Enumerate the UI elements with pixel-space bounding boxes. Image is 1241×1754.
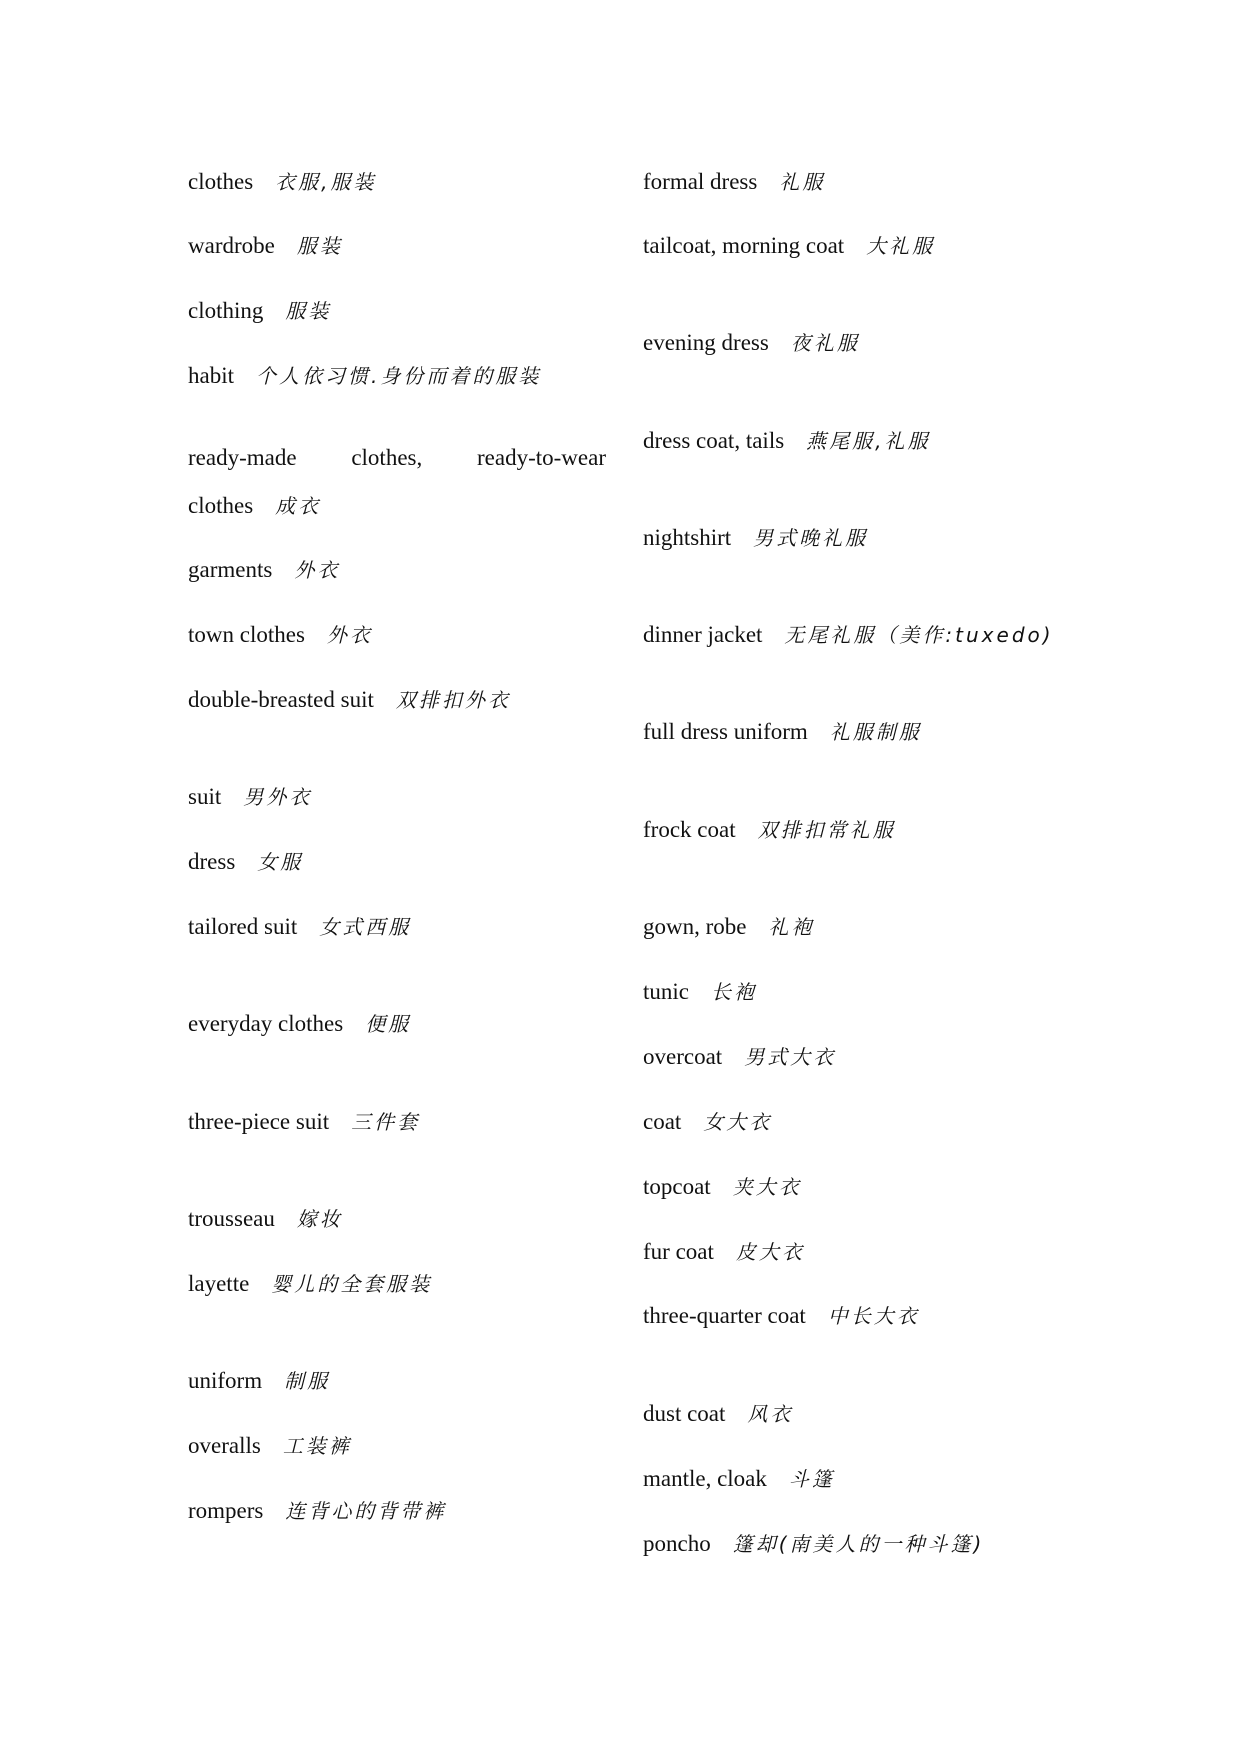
english-term: wardrobe [188,233,275,258]
vocab-entry [643,1163,802,1211]
wrapped-line [188,434,606,482]
english-term-part: clothes, [351,445,423,470]
vocab-entry [188,611,373,659]
chinese-translation: 皮大衣 [735,1240,805,1264]
chinese-translation: 男式晚礼服 [753,526,869,550]
vocab-entry [188,1357,330,1405]
vocab-entry [188,222,343,270]
chinese-translation: 双排扣外衣 [395,688,511,712]
chinese-translation: 夜礼服 [790,331,860,355]
english-term: tailcoat, morning coat [643,233,845,258]
english-term-part: ready-made [188,445,297,470]
vocab-entry [643,1292,920,1340]
chinese-translation: 个人依习惯.身份而着的服装 [256,364,542,388]
english-term: everyday clothes [188,1011,344,1036]
chinese-translation: 无尾礼服（美作:tuxedo) [784,623,1054,647]
chinese-translation: 礼服制服 [829,720,922,744]
chinese-translation: 中长大衣 [827,1304,920,1328]
vocab-entry [643,1455,835,1503]
english-term: gown, robe [643,914,747,939]
chinese-translation: 女式西服 [319,915,412,939]
vocab-entry [643,1390,793,1438]
english-term: layette [188,1271,250,1296]
chinese-translation: 长袍 [711,980,757,1004]
chinese-translation: 大礼服 [866,234,936,258]
english-term: nightshirt [643,525,732,550]
chinese-translation: 工装裤 [282,1434,352,1458]
english-term: frock coat [643,817,736,842]
vocab-entry [188,903,411,951]
english-term: topcoat [643,1174,711,1199]
chinese-translation: 便服 [365,1012,412,1036]
english-term: three-piece suit [188,1109,330,1134]
english-term: dress [188,849,236,874]
vocab-entry [188,1487,446,1535]
english-term: overcoat [643,1044,723,1069]
vocab-entry [188,676,511,724]
english-term: coat [643,1109,682,1134]
vocab-entry [643,1520,984,1568]
chinese-translation: 女服 [257,850,304,874]
english-term: mantle, cloak [643,1466,767,1491]
wrapped-line [188,482,606,530]
vocab-entry [188,838,303,886]
english-term: clothes [188,169,254,194]
vocab-entry [188,158,377,206]
chinese-translation: 礼服 [779,170,826,194]
english-term: overalls [188,1433,261,1458]
chinese-translation: 服装 [285,299,332,323]
chinese-translation: 女大衣 [703,1110,773,1134]
chinese-translation: 风衣 [747,1402,794,1426]
vocab-entry [643,806,896,854]
vocab-entry [188,1422,352,1470]
chinese-translation: 男外衣 [243,785,313,809]
vocab-entry [188,1098,420,1146]
english-term: full dress uniform [643,719,808,744]
chinese-translation: 三件套 [351,1110,421,1134]
vocab-entry [643,1033,836,1081]
vocab-entry [643,222,935,270]
chinese-translation: 衣服,服装 [275,170,377,194]
vocab-entry [188,1260,432,1308]
vocab-entry [188,352,541,400]
english-term: town clothes [188,622,305,647]
chinese-translation: 双排扣常礼服 [757,818,896,842]
chinese-translation: 斗篷 [788,1467,835,1491]
vocab-entry [643,319,860,367]
english-term: dress coat, tails [643,428,785,453]
english-term: rompers [188,1498,264,1523]
vocab-entry [643,417,931,465]
english-term: trousseau [188,1206,275,1231]
vocab-entry [643,158,825,206]
chinese-translation: 服装 [296,234,343,258]
chinese-translation: 成衣 [275,494,322,518]
vocab-entry [643,968,757,1016]
vocab-entry [188,1000,411,1048]
english-term: dust coat [643,1401,726,1426]
vocab-entry [643,903,814,951]
english-term: clothing [188,298,264,323]
chinese-translation: 男式大衣 [744,1045,837,1069]
chinese-translation: 连背心的背带裤 [285,1499,447,1523]
vocab-entry [643,708,922,756]
chinese-translation: 燕尾服,礼服 [806,429,931,453]
chinese-translation: 礼袍 [768,915,815,939]
vocab-entry [188,287,331,335]
vocab-entry [643,611,1054,659]
vocab-entry [643,1228,805,1276]
english-term: poncho [643,1531,711,1556]
vocab-entry [643,1098,772,1146]
english-term: tailored suit [188,914,298,939]
english-term: dinner jacket [643,622,763,647]
vocab-entry [643,514,868,562]
english-term: evening dress [643,330,769,355]
chinese-translation: 嫁妆 [296,1207,343,1231]
english-term: formal dress [643,169,758,194]
english-term-part: ready-to-wear [477,445,606,470]
vocab-entry [188,1195,343,1243]
vocab-entry [188,546,340,594]
english-term: habit [188,363,234,388]
chinese-translation: 夹大衣 [732,1175,802,1199]
english-term: double-breasted suit [188,687,374,712]
english-term: three-quarter coat [643,1303,806,1328]
chinese-translation: 婴儿的全套服装 [271,1272,433,1296]
chinese-translation: 外衣 [326,623,373,647]
vocab-entry [188,773,312,821]
english-term: fur coat [643,1239,714,1264]
chinese-translation: 外衣 [294,558,341,582]
chinese-translation: 制服 [284,1369,331,1393]
english-term: tunic [643,979,689,1004]
vocab-entry [188,434,606,530]
chinese-translation: 篷却(南美人的一种斗篷) [732,1532,985,1556]
english-term: garments [188,557,273,582]
english-term: suit [188,784,222,809]
english-term-part: clothes [188,493,254,518]
english-term: uniform [188,1368,263,1393]
